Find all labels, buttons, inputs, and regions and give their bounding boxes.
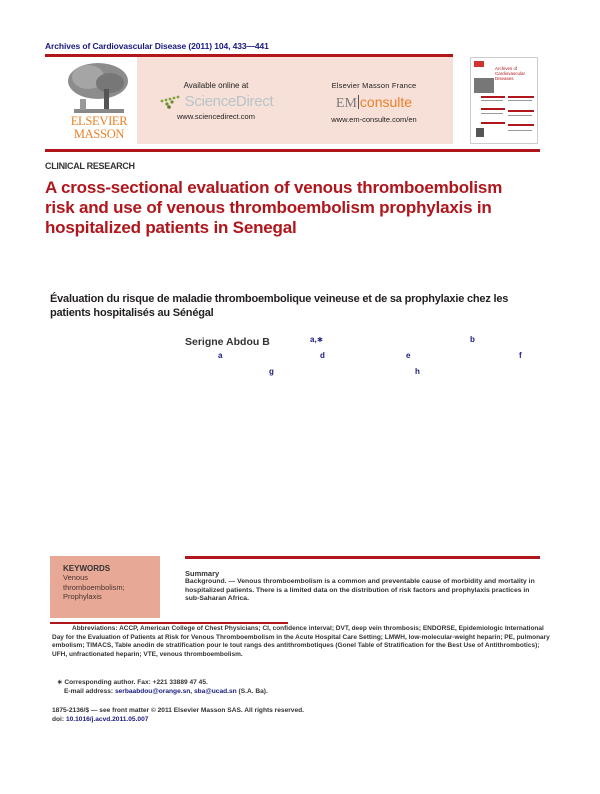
cover-qr-code — [476, 128, 484, 137]
sciencedirect-wordmark: ScienceDirect — [184, 93, 274, 110]
keywords-box — [50, 556, 160, 618]
section-label: CLINICAL RESEARCH — [45, 161, 135, 171]
cover-text-line — [508, 100, 532, 101]
french-title: Évaluation du risque de maladie thromboembolique veineuse et de sa prophylaxie chez les patients hospitalisés au Sénégal — [50, 293, 509, 319]
logo-text-elsevier: ELSEVIER — [70, 114, 128, 128]
email-link[interactable]: sba@ucad.sn — [193, 688, 237, 695]
summary-text: Background. — Venous thromboembolism is a common and preventable cause of morbidity and mortality in hospitalized patients. There is a limited data on the distribution of risk factors and prophylaxis practices in sub-Saharan Africa. — [185, 578, 535, 603]
consulte-text: consulte — [359, 94, 413, 110]
author-affiliation-mark[interactable]: e — [406, 351, 411, 360]
abbreviations-footnote: Abbreviations: ACCP, American College of Chest Physicians; CI, confidence interval; DVT, deep vein thrombosis; ENDORSE, Epidemiologic International Day for the Evaluation of Patients at Risk for Venous Thromboembolism in the Acute Hospital Care Setting; LMWH, low-molecular-weight heparin; PE, pulmonary embolism; TIMACS, Table anodin de stratification pour le tout rangs des antithrombotiques (Gonel Table of Stratification for the Best Use of Antithrombotics); UFH, unfractionated heparin; VTE, venous thromboembolism. — [52, 625, 550, 659]
logo-text-masson: MASSON — [73, 127, 125, 141]
cover-rule — [508, 96, 534, 98]
sciencedirect-block[interactable] — [137, 81, 295, 121]
cover-rule — [481, 96, 505, 98]
keywords-heading: KEYWORDS — [63, 564, 111, 573]
summary-rule — [185, 556, 540, 559]
doi-label: doi: — [52, 716, 65, 723]
journal-cover-thumbnail[interactable] — [470, 57, 538, 144]
em-text: EM — [335, 96, 357, 111]
author-affiliation-mark[interactable]: d — [320, 351, 325, 360]
cover-text-line — [481, 113, 503, 114]
journal-citation[interactable]: Archives of Cardiovascular Disease (2011) 104, 433—441 — [45, 41, 269, 51]
cover-rule — [481, 122, 505, 124]
copyright-block — [52, 706, 304, 724]
footnote-mark: ∗ — [57, 679, 63, 686]
author-list: Serigne Abdou B — [185, 336, 270, 348]
author-affiliation-mark[interactable]: g — [269, 367, 274, 376]
emconsulte-block[interactable] — [295, 81, 453, 124]
sciencedirect-dots-icon — [159, 95, 183, 109]
elsevier-masson-wordmark — [64, 115, 134, 141]
copyright-notice: 1875-2136/$ — see front matter © 2011 Elsevier Masson SAS. All rights reserved. — [52, 707, 305, 714]
available-online-label: Available online at — [183, 81, 249, 90]
elsevier-masson-logo — [64, 57, 134, 147]
email-label: E-mail address: — [64, 688, 114, 695]
cover-title: Archives of Cardiovascular Diseases — [495, 66, 526, 81]
header-bottom-rule — [45, 149, 540, 152]
cover-rule — [508, 124, 534, 126]
keyword-item: thromboembolism; — [63, 582, 125, 592]
cover-rule — [481, 108, 505, 110]
cover-rule — [508, 110, 534, 112]
cover-image — [474, 78, 494, 93]
tree-icon — [66, 59, 130, 117]
cover-text-line — [481, 100, 503, 101]
cover-text-line — [508, 115, 532, 116]
sciencedirect-url[interactable]: www.sciencedirect.com — [177, 112, 255, 121]
footnote-rule — [50, 622, 288, 624]
author-affiliation-mark[interactable]: a — [218, 351, 223, 360]
email-link[interactable]: serbaabdou@orange.sn — [114, 688, 191, 695]
em-divider — [358, 95, 359, 109]
doi-link[interactable]: 10.1016/j.acvd.2011.05.007 — [65, 716, 149, 723]
corresponding-author-label: Corresponding author. Fax: +221 33889 47 45. — [64, 679, 208, 686]
author-affiliation-mark[interactable]: b — [470, 335, 475, 344]
emconsulte-logo — [295, 94, 453, 112]
emconsulte-url[interactable]: www.em-consulte.com/en — [331, 115, 417, 124]
email-separator: , — [190, 688, 193, 695]
sciencedirect-logo — [137, 93, 295, 110]
summary-heading: Summary — [185, 569, 220, 578]
corresponding-author-footnote — [57, 678, 268, 696]
cover-logo — [474, 61, 484, 67]
emconsulte-publisher: Elsevier Masson France — [331, 81, 417, 90]
keyword-item: Prophylaxis — [63, 592, 102, 601]
keyword-item: Venous — [63, 573, 89, 582]
author-affiliation-mark[interactable]: a,∗ — [310, 335, 324, 344]
author-affiliation-mark[interactable]: h — [415, 367, 420, 376]
availability-banner — [137, 57, 453, 144]
article-title: A cross-sectional evaluation of venous thromboembolism risk and use of venous thromboembolism prophylaxis in hospitalized patients in Senegal — [45, 178, 503, 237]
email-owner: (S.A. Ba). — [238, 688, 268, 695]
cover-text-line — [508, 130, 532, 131]
author-affiliation-mark[interactable]: f — [519, 351, 522, 360]
